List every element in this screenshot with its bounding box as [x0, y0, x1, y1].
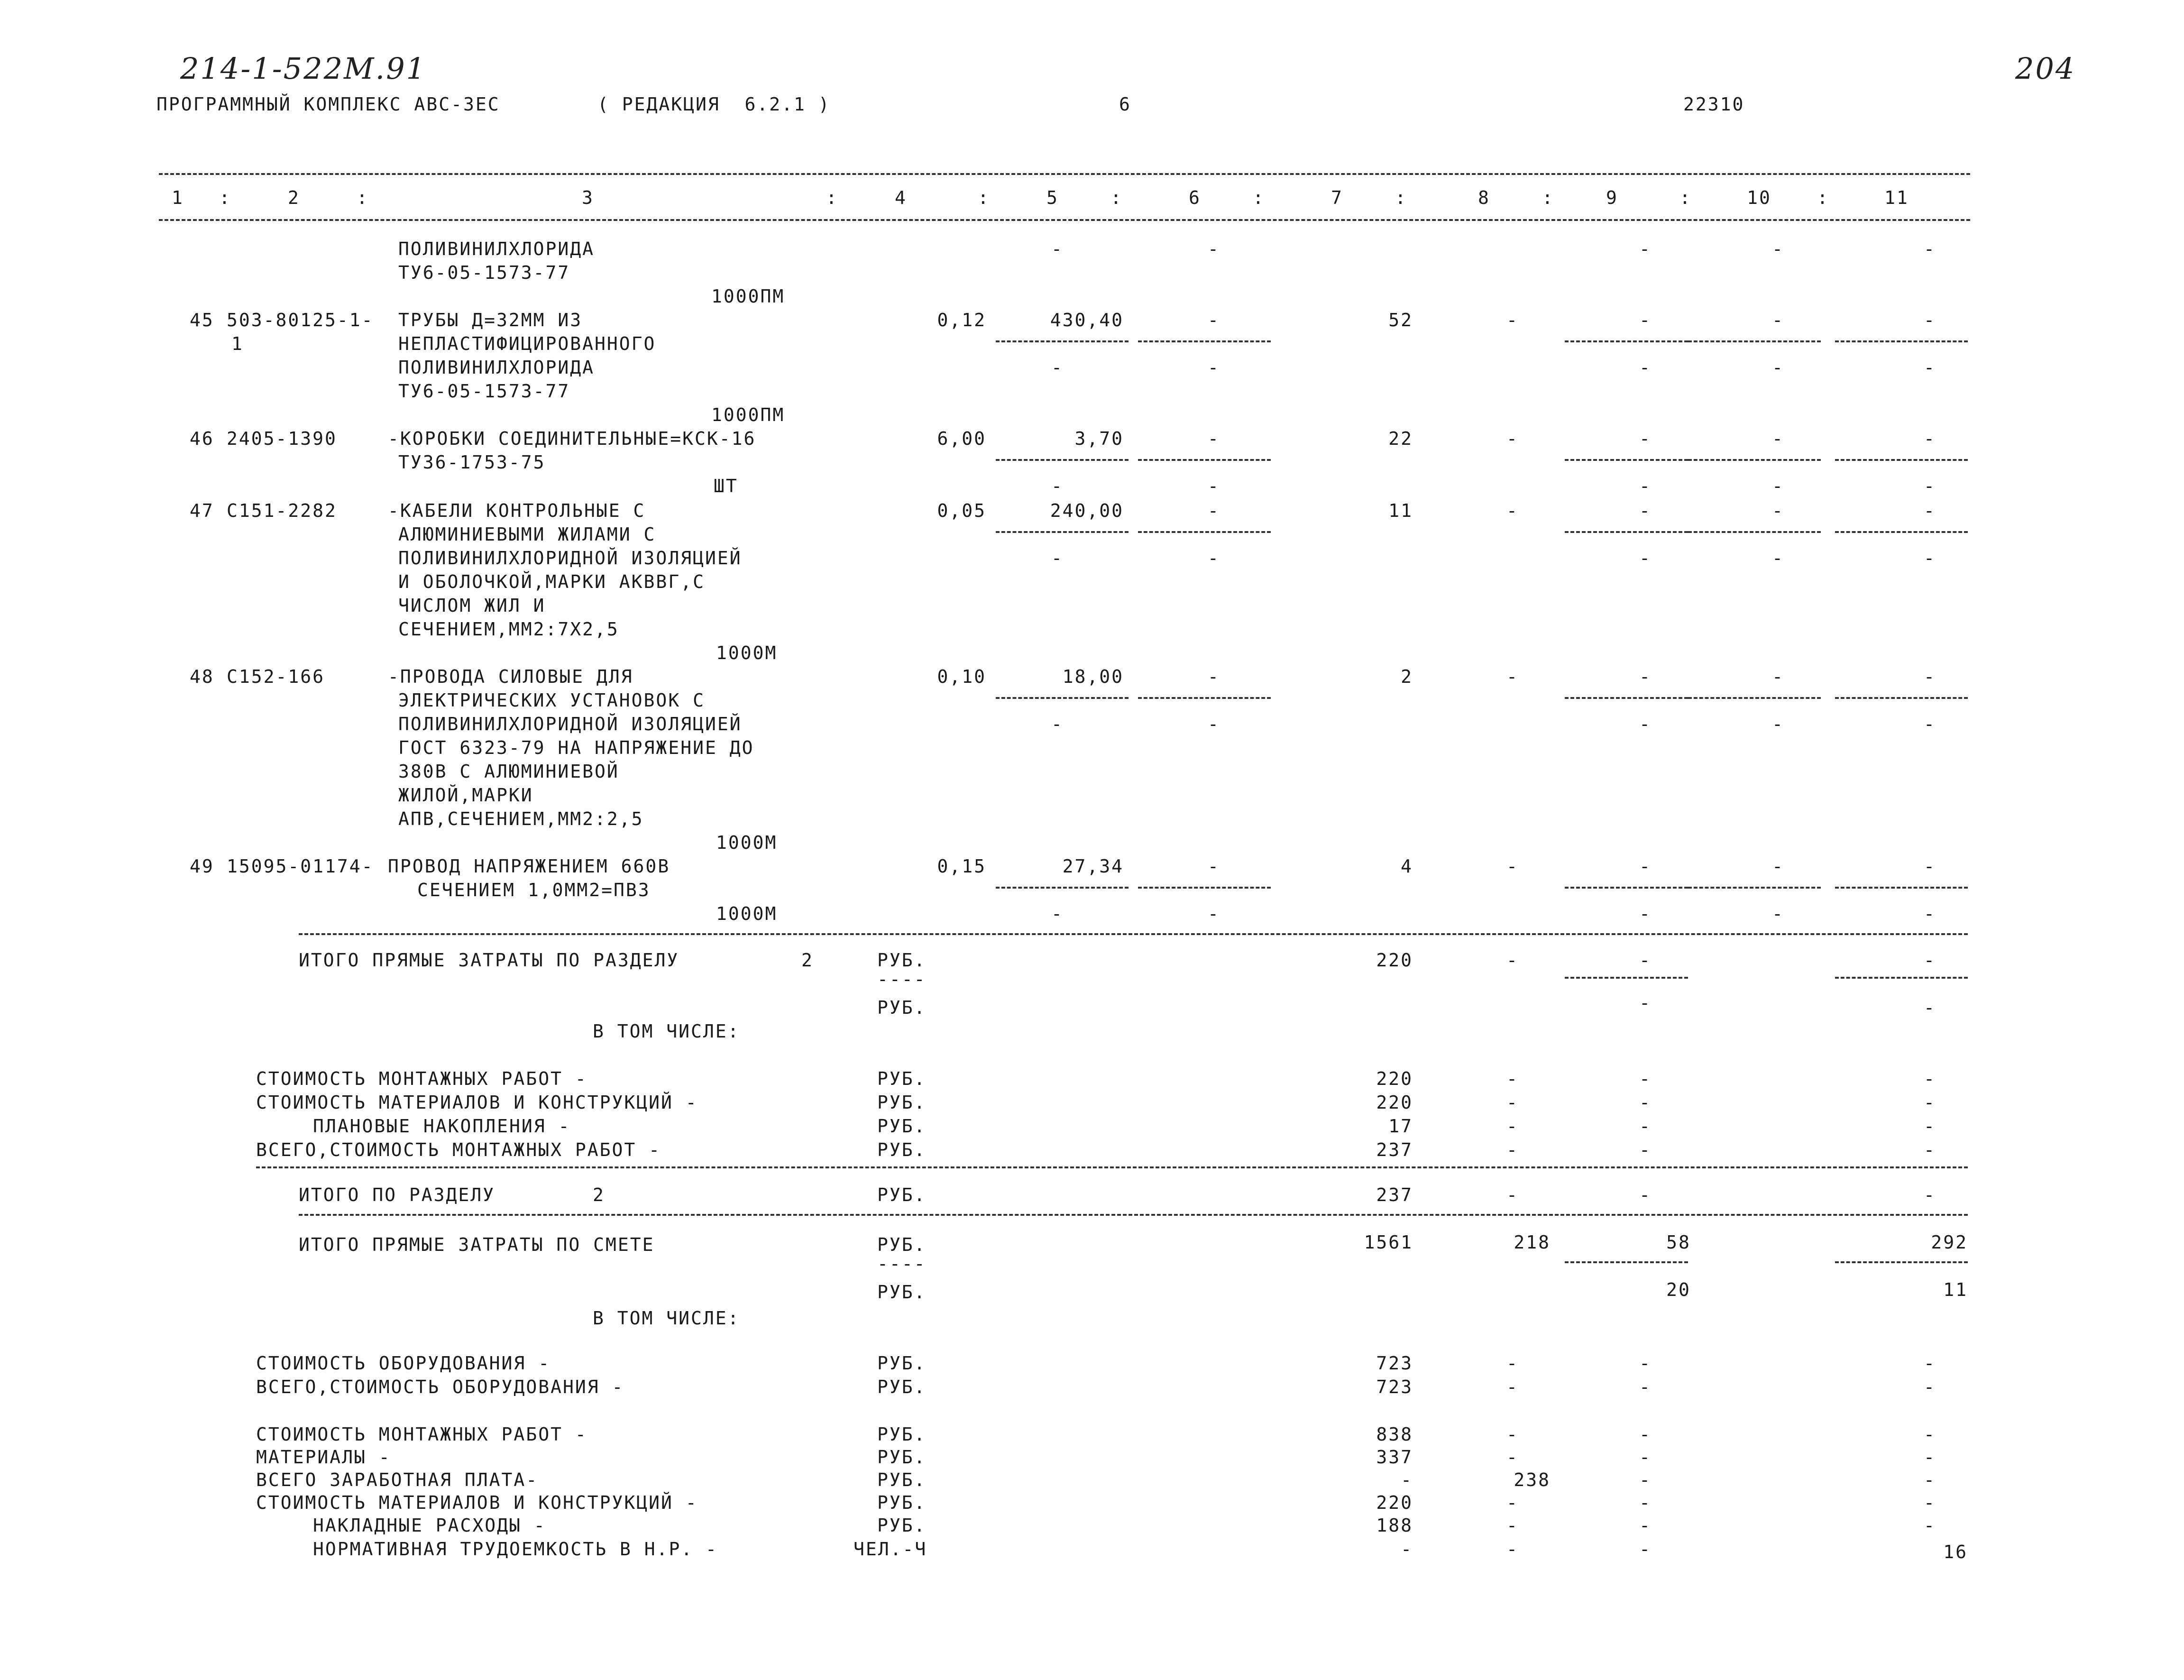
cell-sub6: - [1208, 714, 1220, 734]
item-description: И ОБОЛОЧКОЙ,МАРКИ АКВВГ,С [398, 571, 705, 592]
section-number: 2 [593, 1184, 605, 1205]
cell-sub6: - [1208, 357, 1220, 378]
column-header: 2 [288, 187, 300, 208]
cell-col11: - [1924, 666, 1936, 687]
cell-col11: - [1924, 997, 1936, 1018]
cell-col8: - [1506, 1092, 1519, 1113]
item-code: С152-166 [227, 666, 325, 687]
cell-col9: - [1639, 1515, 1652, 1536]
cell-col9: - [1639, 1353, 1652, 1374]
cell-col8: - [1506, 428, 1519, 449]
subtotal-rule [1835, 1261, 1968, 1263]
cell-sub11: - [1924, 714, 1936, 734]
cell-qty: 6,00 [937, 428, 986, 449]
cell-col6: - [1208, 310, 1220, 330]
cell-col11: 16 [1943, 1542, 1968, 1562]
cell-price: 430,40 [1050, 310, 1124, 330]
cell-col11: - [1924, 1116, 1936, 1137]
unit-separator: ---- [877, 1253, 927, 1274]
cell-col11: - [1924, 1139, 1936, 1160]
cell-col7: 723 [1376, 1353, 1413, 1374]
item-description: ПОЛИВИНИЛХЛОРИДА [398, 357, 595, 378]
page-number: 6 [1119, 94, 1131, 115]
subtotal-rule [996, 697, 1129, 699]
cell-price: 240,00 [1050, 500, 1124, 521]
cell-sub11: - [1924, 548, 1936, 569]
column-header: 7 [1331, 187, 1343, 208]
cell-col11: - [1924, 1068, 1936, 1089]
cell-col11: - [1924, 1092, 1936, 1113]
column-separator: : [357, 187, 369, 208]
unit-label: РУБ. [877, 1139, 927, 1160]
summary-label: НАКЛАДНЫЕ РАСХОДЫ - [313, 1515, 546, 1536]
subtotal-rule [1565, 1261, 1688, 1263]
item-description: ПОЛИВИНИЛХЛОРИДНОЙ ИЗОЛЯЦИЕЙ [398, 548, 742, 569]
subtotal-rule [996, 531, 1129, 533]
cell-col11: - [1924, 428, 1936, 449]
subtotal-rule [996, 459, 1129, 461]
unit-label: РУБ. [877, 1424, 927, 1445]
cell-col8: - [1506, 1515, 1519, 1536]
cell-col6: - [1208, 239, 1220, 259]
subtotal-rule [1835, 887, 1968, 889]
column-header: 5 [1046, 187, 1059, 208]
cell-col8: - [1506, 950, 1519, 971]
cell-qty: 0,05 [937, 500, 986, 521]
summary-label: МАТЕРИАЛЫ - [256, 1447, 391, 1468]
cell-col9: - [1639, 239, 1652, 259]
cell-sub10: - [1772, 548, 1784, 569]
column-separator: : [1110, 187, 1123, 208]
cell-col11: - [1924, 1424, 1936, 1445]
unit-label: 1000ПМ [711, 286, 785, 307]
in-that-heading: В ТОМ ЧИСЛЕ: [593, 1021, 740, 1042]
cell-col10: - [1772, 856, 1784, 877]
subtotal-rule [1565, 887, 1688, 889]
cell-sub9: - [1639, 476, 1652, 496]
column-separator: : [826, 187, 838, 208]
item-description: -КОРОБКИ СОЕДИНИТЕЛЬНЫЕ=КСК-16 [388, 428, 756, 449]
cell-col10: - [1772, 239, 1784, 259]
unit-label: 1000М [716, 643, 778, 663]
unit-separator: ---- [877, 969, 927, 990]
cell-col7: 2 [1401, 666, 1413, 687]
handwritten-code: 214-1-522М.91 [180, 51, 427, 86]
section-final-label: ИТОГО ПО РАЗДЕЛУ [299, 1184, 496, 1205]
cell-col8: - [1506, 1068, 1519, 1089]
summary-label: СТОИМОСТЬ МОНТАЖНЫХ РАБОТ - [256, 1068, 587, 1089]
item-description: ПОЛИВИНИЛХЛОРИДА [398, 239, 595, 259]
column-header: 6 [1189, 187, 1201, 208]
cell-col7: 52 [1388, 310, 1413, 330]
cell-sub5: - [1051, 714, 1064, 734]
cell-col9: - [1639, 1492, 1652, 1513]
cell-col8: - [1506, 856, 1519, 877]
cell-sub5: - [1051, 903, 1064, 924]
cell-qty: 0,10 [937, 666, 986, 687]
cell-sub6: - [1208, 548, 1220, 569]
cell-col9: - [1639, 1116, 1652, 1137]
cell-price: 18,00 [1062, 666, 1124, 687]
cell-col8: - [1506, 1184, 1519, 1205]
cell-col7: 220 [1376, 1068, 1413, 1089]
cell-sub11: - [1924, 903, 1936, 924]
edition-label: ( РЕДАКЦИЯ 6.2.1 ) [597, 94, 831, 115]
cell-col11: - [1924, 1184, 1936, 1205]
cell-col7: 17 [1388, 1116, 1413, 1137]
subtotal-rule [1565, 977, 1688, 979]
column-separator: : [1395, 187, 1407, 208]
subtotal-rule [1835, 340, 1968, 342]
unit-label: РУБ. [877, 1068, 927, 1089]
item-description: ПОЛИВИНИЛХЛОРИДНОЙ ИЗОЛЯЦИЕЙ [398, 714, 742, 734]
cell-qty: 0,15 [937, 856, 986, 877]
item-number: 49 [190, 856, 214, 877]
cell-col8: - [1506, 310, 1519, 330]
cell-sub10: - [1772, 476, 1784, 496]
subtotal-rule [1138, 531, 1271, 533]
summary-label: ВСЕГО,СТОИМОСТЬ ОБОРУДОВАНИЯ - [256, 1377, 624, 1397]
handwritten-page-number: 204 [2015, 51, 2076, 86]
unit-label: РУБ. [877, 1469, 927, 1490]
cell-col6: - [1208, 500, 1220, 521]
unit-label: ШТ [714, 476, 738, 496]
item-description: 380В С АЛЮМИНИЕВОЙ [398, 761, 619, 782]
cell-col5: - [1051, 239, 1064, 259]
cell-col11: - [1924, 310, 1936, 330]
subtotal-rule [1688, 887, 1821, 889]
cell-sub9: - [1639, 548, 1652, 569]
section-total-label: ИТОГО ПРЯМЫЕ ЗАТРАТЫ ПО РАЗДЕЛУ [299, 950, 679, 971]
program-title: ПРОГРАММНЫЙ КОМПЛЕКС АВС-3ЕС [156, 94, 500, 115]
cell-col7: - [1401, 1539, 1413, 1560]
cell-col7: 188 [1376, 1515, 1413, 1536]
cell-sub6: - [1208, 903, 1220, 924]
subtotal-rule [1835, 459, 1968, 461]
unit-label: 1000ПМ [711, 404, 785, 425]
item-description: ЭЛЕКТРИЧЕСКИХ УСТАНОВОК С [398, 690, 705, 711]
cell-col9: 58 [1666, 1232, 1691, 1253]
unit-label: РУБ. [877, 1234, 927, 1255]
cell-col11: 292 [1931, 1232, 1968, 1253]
cell-col9: - [1639, 1184, 1652, 1205]
cell-col8: - [1506, 1377, 1519, 1397]
cell-col9: - [1639, 1377, 1652, 1397]
summary-label: ВСЕГО,СТОИМОСТЬ МОНТАЖНЫХ РАБОТ - [256, 1139, 661, 1160]
cell-sub5: - [1051, 476, 1064, 496]
subtotal-rule [1835, 697, 1968, 699]
cell-sub9: - [1639, 903, 1652, 924]
subtotal-rule [1688, 340, 1821, 342]
unit-label: РУБ. [877, 1377, 927, 1397]
column-header: 1 [172, 187, 184, 208]
cell-col6: - [1208, 666, 1220, 687]
item-description: ПРОВОД НАПРЯЖЕНИЕМ 660В [388, 856, 670, 877]
column-header: 10 [1747, 187, 1771, 208]
item-code: С151-2282 [227, 500, 337, 521]
cell-col7: 723 [1376, 1377, 1413, 1397]
item-description: -ПРОВОДА СИЛОВЫЕ ДЛЯ [388, 666, 633, 687]
subtotal-rule [1835, 531, 1968, 533]
unit-label: ЧЕЛ.-Ч [853, 1539, 927, 1560]
cell-col7: 237 [1376, 1139, 1413, 1160]
subtotal-rule [1688, 531, 1821, 533]
column-header: 11 [1884, 187, 1909, 208]
item-description: ТРУБЫ Д=32ММ ИЗ [398, 310, 583, 330]
cell-col7: 1561 [1364, 1232, 1413, 1253]
column-header: 9 [1606, 187, 1618, 208]
cell-col9: - [1639, 1424, 1652, 1445]
item-number: 47 [190, 500, 214, 521]
cell-sub10: - [1772, 903, 1784, 924]
item-number: 46 [190, 428, 214, 449]
cell-sub11: - [1924, 357, 1936, 378]
cell-col7: 220 [1376, 1492, 1413, 1513]
column-separator: : [1253, 187, 1265, 208]
cell-col11: - [1924, 950, 1936, 971]
cell-col7: 220 [1376, 1092, 1413, 1113]
document-number: 22310 [1683, 94, 1745, 115]
item-description: СЕЧЕНИЕМ,ММ2:7Х2,5 [398, 619, 619, 640]
cell-sub5: - [1051, 357, 1064, 378]
item-description: СЕЧЕНИЕМ 1,0ММ2=ПВЗ [417, 880, 651, 900]
cell-col8: 218 [1514, 1232, 1551, 1253]
cell-col9: - [1639, 950, 1652, 971]
unit-label: РУБ. [877, 1092, 927, 1113]
cell-col11: - [1924, 1353, 1936, 1374]
cell-col11: - [1924, 1469, 1936, 1490]
cell-col9: - [1639, 1092, 1652, 1113]
item-number: 48 [190, 666, 214, 687]
subtotal-rule [1138, 459, 1271, 461]
cell-col11: - [1924, 1492, 1936, 1513]
cell-col9: - [1639, 1068, 1652, 1089]
column-separator: : [1679, 187, 1692, 208]
item-description: АЛЮМИНИЕВЫМИ ЖИЛАМИ С [398, 524, 656, 545]
cell-col8: - [1506, 1492, 1519, 1513]
section-rule [299, 933, 1968, 935]
subtotal-rule [1835, 977, 1968, 979]
cell-col7: 237 [1376, 1184, 1413, 1205]
item-description: -КАБЕЛИ КОНТРОЛЬНЫЕ С [388, 500, 646, 521]
cell-col7: 838 [1376, 1424, 1413, 1445]
subtotal-rule [1138, 887, 1271, 889]
cell-col8: 238 [1514, 1469, 1551, 1490]
unit-label: 1000М [716, 903, 778, 924]
header-bottom-rule [159, 219, 1970, 221]
cell-col6: - [1208, 856, 1220, 877]
unit-label: РУБ. [877, 997, 927, 1018]
section-number: 2 [801, 950, 814, 971]
cell-sub9: - [1639, 357, 1652, 378]
cell-sub10: - [1772, 714, 1784, 734]
cell-col9: - [1639, 428, 1652, 449]
unit-label: РУБ. [877, 1116, 927, 1137]
section-rule [256, 1166, 1968, 1168]
cell-col10: - [1772, 500, 1784, 521]
subtotal-rule [1565, 459, 1688, 461]
cell-col11: 11 [1943, 1279, 1968, 1300]
cell-col10: - [1772, 666, 1784, 687]
item-description: ЖИЛОЙ,МАРКИ [398, 785, 533, 806]
cell-col7: 11 [1388, 500, 1413, 521]
estimate-total-label: ИТОГО ПРЯМЫЕ ЗАТРАТЫ ПО СМЕТЕ [299, 1234, 655, 1255]
cell-col7: 337 [1376, 1447, 1413, 1468]
summary-label: НОРМАТИВНАЯ ТРУДОЕМКОСТЬ В Н.Р. - [313, 1539, 718, 1560]
cell-col9: - [1639, 1447, 1652, 1468]
unit-label: РУБ. [877, 1492, 927, 1513]
cell-sub9: - [1639, 714, 1652, 734]
cell-col11: - [1924, 1515, 1936, 1536]
cell-col7: 220 [1376, 950, 1413, 971]
cell-col11: - [1924, 500, 1936, 521]
cell-sub11: - [1924, 476, 1936, 496]
subtotal-rule [1688, 459, 1821, 461]
cell-col11: - [1924, 1447, 1936, 1468]
cell-col8: - [1506, 1116, 1519, 1137]
item-description: ТУ6-05-1573-77 [398, 262, 570, 283]
cell-col8: - [1506, 1539, 1519, 1560]
cell-col6: - [1208, 428, 1220, 449]
column-separator: : [219, 187, 231, 208]
cell-col9: - [1639, 1469, 1652, 1490]
cell-col9: - [1639, 500, 1652, 521]
item-description: НЕПЛАСТИФИЦИРОВАННОГО [398, 333, 656, 354]
cell-col9: - [1639, 1139, 1652, 1160]
in-that-heading: В ТОМ ЧИСЛЕ: [593, 1308, 740, 1329]
item-number: 45 [190, 310, 214, 330]
subtotal-rule [1688, 697, 1821, 699]
cell-col7: 4 [1401, 856, 1413, 877]
item-code-suffix: 1 [231, 333, 244, 354]
item-code: 503-80125-1- [227, 310, 374, 330]
unit-label: РУБ. [877, 1282, 927, 1303]
header-top-rule [159, 173, 1970, 175]
cell-price: 3,70 [1074, 428, 1124, 449]
column-separator: : [1817, 187, 1829, 208]
subtotal-rule [1565, 531, 1688, 533]
item-description: ЧИСЛОМ ЖИЛ И [398, 595, 546, 616]
cell-col9: - [1639, 1539, 1652, 1560]
unit-label: РУБ. [877, 1447, 927, 1468]
summary-label: СТОИМОСТЬ МАТЕРИАЛОВ И КОНСТРУКЦИЙ - [256, 1492, 698, 1513]
cell-col8: - [1506, 1424, 1519, 1445]
cell-col9: 20 [1666, 1279, 1691, 1300]
cell-sub10: - [1772, 357, 1784, 378]
cell-col7: 22 [1388, 428, 1413, 449]
unit-label: РУБ. [877, 1184, 927, 1205]
cell-col9: - [1639, 310, 1652, 330]
summary-label: ВСЕГО ЗАРАБОТНАЯ ПЛАТА- [256, 1469, 539, 1490]
cell-col10: - [1772, 428, 1784, 449]
cell-qty: 0,12 [937, 310, 986, 330]
cell-price: 27,34 [1062, 856, 1124, 877]
unit-label: РУБ. [877, 1353, 927, 1374]
summary-label: СТОИМОСТЬ МОНТАЖНЫХ РАБОТ - [256, 1424, 587, 1445]
cell-col10: - [1772, 310, 1784, 330]
column-header: 4 [895, 187, 907, 208]
cell-col9: - [1639, 992, 1652, 1013]
cell-col8: - [1506, 1353, 1519, 1374]
item-description: ТУ6-05-1573-77 [398, 381, 570, 402]
cell-col9: - [1639, 856, 1652, 877]
subtotal-rule [996, 887, 1129, 889]
subtotal-rule [996, 340, 1129, 342]
cell-col9: - [1639, 666, 1652, 687]
item-description: АПВ,СЕЧЕНИЕМ,ММ2:2,5 [398, 808, 644, 829]
summary-label: СТОИМОСТЬ МАТЕРИАЛОВ И КОНСТРУКЦИЙ - [256, 1092, 698, 1113]
cell-col11: - [1924, 856, 1936, 877]
subtotal-rule [1565, 340, 1688, 342]
cell-col11: - [1924, 239, 1936, 259]
cell-col8: - [1506, 666, 1519, 687]
cell-sub6: - [1208, 476, 1220, 496]
column-header: 8 [1478, 187, 1490, 208]
column-separator: : [1542, 187, 1554, 208]
subtotal-rule [1138, 697, 1271, 699]
summary-label: СТОИМОСТЬ ОБОРУДОВАНИЯ - [256, 1353, 551, 1374]
unit-label: РУБ. [877, 1515, 927, 1536]
cell-col8: - [1506, 500, 1519, 521]
cell-col8: - [1506, 1139, 1519, 1160]
item-code: 2405-1390 [227, 428, 337, 449]
summary-label: ПЛАНОВЫЕ НАКОПЛЕНИЯ - [313, 1116, 571, 1137]
cell-col7: - [1401, 1469, 1413, 1490]
cell-sub5: - [1051, 548, 1064, 569]
item-description: ТУ36-1753-75 [398, 452, 546, 473]
unit-label: 1000М [716, 832, 778, 853]
cell-col11: - [1924, 1377, 1936, 1397]
item-description: ГОСТ 6323-79 НА НАПРЯЖЕНИЕ ДО [398, 737, 754, 758]
column-header: 3 [582, 187, 594, 208]
subtotal-rule [1138, 340, 1271, 342]
item-code: 15095-01174- [227, 856, 374, 877]
unit-label: РУБ. [877, 950, 927, 971]
cell-col8: - [1506, 1447, 1519, 1468]
column-separator: : [978, 187, 990, 208]
section-rule [299, 1214, 1968, 1216]
subtotal-rule [1565, 697, 1688, 699]
